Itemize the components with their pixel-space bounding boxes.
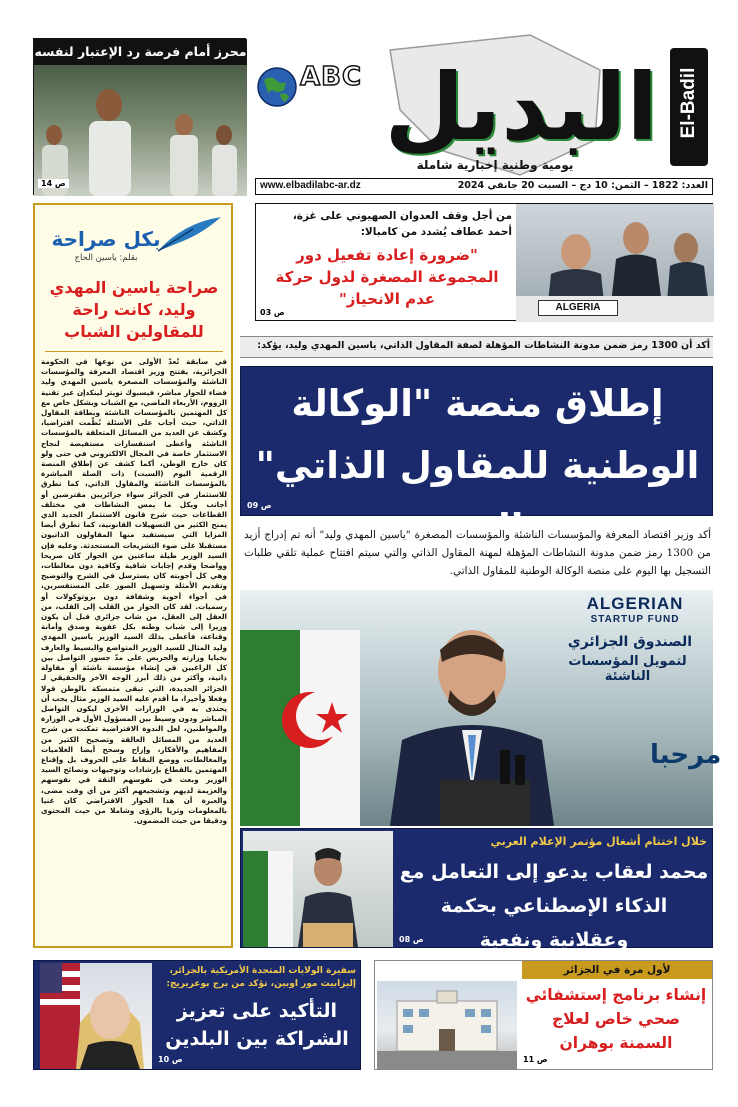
lagab-page-ref: ص 08 bbox=[399, 935, 424, 944]
usa-headline: التأكيد على تعزيز الشراكة بين البلدين bbox=[165, 1000, 349, 1050]
lagab-photo bbox=[243, 831, 393, 947]
sport-photo bbox=[34, 65, 247, 196]
lead-body: أكد وزير اقتصاد المعرفة والمؤسسات الناشئة والمؤسسات المصغرة "ياسين المهدي وليد" أنه تم إدراج أزيد من 1300 رمز ضمن مدونة النشاطات المؤهلة لمهنة المقاول الذاتي والتي سيتم افتتاح عملية تلقي طلبات التسجيل بها اليوم على منصة الوكالة الوطنية للمقاول الذاتي. bbox=[244, 529, 711, 577]
column-body: في سابقة تُعدّ الأولى من نوعها في الحكومة الجزائرية، يفتتح وزير اقتصاد المعرفة والمؤسسات الناشئة والمؤسسات المصغرة ياسين المهدي وليد فضاء للحوار مباشر، فيسبوك تويتر لينكدإن عبر تقنية الزووم، الأربعاء الماضي، مع الشباب وبشكل خاص مع كل المهتمين بالمؤسسات الناشئة وبطاقة المقاول الذاتي، حيث أجاب على الأسئلة نُظّمت افتراضيا، وكشف عن العديد من المسائل المتعلقة بالمؤسسات الناشئة وأعطى استفسارات مستفيضة لنجاح الاستثمار خاصة في المجال الالكتروني في حتى ولو كان خارج الوطن، أكما كشف عن إطلاق المنصة الرقمية اليوم (السبت) ذات الصلة المباشرة بالمؤسسات الناشئة والمقاول الذاتي، كما تطرق للاستثمار في الجزائر سواء جزائريين مقترضين أو أجانب ويكل ما يمس النشاطات في مختلف القطاعات حيث شرح قانون الاستثمار الجديد الذي يمنح الكثير من التسهيلات القانونية، كما تطرق أيضا المزايا التي سيستفيد منها المقاولون الذاتيون مستقبلا على ضوء التشريعات المستحدثة. وعليه فإن السيد الوزير طيلة ساعتين من الحوار كان صريحا وواضحا وقدم إجابات شافية وكافية دون مغالطات، وهي كل أجوبته كان يسترسل في الشرح والتوضيح وتقديم الأمثلة وتسهيل الصور على المستفسرين، في أجواء أخوية وشفافة دون بروتوكولات أو رسميات. لقد كان الحوار من القلب إلى القلب، من العقل إلى العقل، من شاب جزائري قبل أن يكون وزيرا إلى شباب وطنه بكل عفوية وصدق وأمانة وقناعة، فأعطى بذلك السيد الوزير ياسين المهدي وليد المثال للسيد الوزير المتواضع والبسيط والعارف بخبايا وزارته والحريص على مدّ جسور التواصل بين كل الراغبين في إنشاء مؤسسة ناشئة أو مقاولة ذاتية، وأكثر من ذلك أبرز الوجه الآخر والحقيقي لـ الجزائر الجديدة، التي تبقى متمسكة بالوطن قولا وفعلا وأخيرا، ما أقدم عليه السيد الوزير مثال يجب أن يحتذى به في الوزارات الأخرى ليكون التواصل المباشر ودون وسيط بين المسؤول الأول في الوزارة والمواطنين، لعل الندوة الافتراضية تمكنت من شرح العديد من المسائل العالقة وتصحيح الكثير من المفاهيم والأفكار، وإزاح وسحح أيضا الغلاميات والمغالطات، ووضع النقاط على الحروف بل وإقناع المهتمين بالقطاع بإرشادات وتوجيهات ونصائح السيد الوزير وبعث في نفوسهم الثقة في نفوسهم والعزيمة لديهم وتشجيعهم أكثر من أي وقت مضى، والعبرة أن هذا الحوار الافتراضي كان غنيا بالمعلومات وثريا بالرؤى وشاملا من حيث المحتوى ودقيقا من حيث المضمون. bbox=[41, 357, 227, 826]
gaza-quote: "ضرورة إعادة تفعيل دور المجموعة المصغرة لدول حركة عدم الانحياز" bbox=[275, 246, 499, 308]
sport-page-ref: ص 14 bbox=[38, 179, 69, 188]
banner-ar-1: الصندوق الجزائري bbox=[567, 634, 693, 650]
attaf-photo bbox=[516, 204, 714, 322]
masthead-tagline: يومية وطنية إخبارية شاملة bbox=[416, 158, 574, 172]
sport-box bbox=[33, 38, 246, 195]
usa-box bbox=[33, 960, 361, 1070]
lead-headline: إطلاق منصة "الوكالة الوطنية للمقاول الذاتي" اليوم bbox=[255, 382, 700, 549]
issue-line: العدد: 1822 – الثمن: 10 دج – السبت 20 جانفي 2024 bbox=[457, 180, 708, 191]
banner-en-1: ALGERIAN bbox=[586, 594, 684, 613]
nameplate: ALGERIA bbox=[538, 300, 618, 316]
usa-kicker: سفيرة الولايات المتحدة الأمريكية بالجزائر، إليزابيث مور اوبين، تؤكد من برج بوعريريج: bbox=[166, 966, 356, 989]
issue-bar bbox=[255, 178, 713, 195]
gaza-kicker: من أجل وقف العدوان الصهيوني على غزة، bbox=[292, 210, 512, 222]
hospital-photo bbox=[377, 981, 517, 1069]
column-box bbox=[33, 203, 233, 948]
usa-page-ref: ص 10 bbox=[158, 1055, 183, 1064]
lead-kicker: أكد أن 1300 رمز ضمن مدونة النشاطات المؤهلة لصفة المقاول الذاتي، ياسين المهدي وليد، يؤكد: bbox=[257, 340, 710, 351]
masthead bbox=[250, 30, 712, 180]
brand-abc: ABC bbox=[300, 62, 363, 92]
lagab-headline: محمد لعقاب يدعو إلى التعامل مع الذكاء الإصطناعي بحكمة وعقلانية ونفعية bbox=[399, 861, 709, 951]
column-author: بقلم: ياسين الحاج bbox=[74, 253, 138, 263]
lead-kicker-bar bbox=[240, 336, 713, 358]
masthead-latin-name: El-Badil bbox=[678, 67, 699, 139]
hospital-headline: إنشاء برنامج إستشفائي صحي خاص لعلاج السمنة بوهران bbox=[525, 986, 707, 1052]
ambassador-photo bbox=[40, 963, 152, 1069]
hospital-kicker: لأول مرة في الجزائر bbox=[522, 961, 712, 979]
website-link[interactable]: www.elbadilabc-ar.dz bbox=[260, 180, 361, 191]
feather-pen-icon bbox=[153, 213, 223, 253]
minister-photo bbox=[240, 590, 722, 826]
column-divider bbox=[45, 351, 223, 352]
column-logo: بكل صراحة bbox=[51, 227, 161, 251]
masthead-title: البديل bbox=[384, 54, 658, 161]
gaza-byline: أحمد عطاف يُشدد من كامبالا: bbox=[360, 226, 512, 238]
gaza-page-ref: ص 03 bbox=[260, 308, 285, 317]
banner-ar-2: لتمويل المؤسسات الناشئة bbox=[568, 654, 687, 684]
lagab-kicker: خلال اختتام أشغال مؤتمر الإعلام العربي bbox=[490, 835, 707, 848]
lead-headline-box bbox=[240, 366, 713, 549]
column-headline: صراحة ياسين المهدي وليد، كانت راحة للمقاولين الشباب bbox=[49, 278, 219, 341]
sport-headline: محرز أمام فرصة رد الإعتبار لنفسه bbox=[34, 39, 247, 65]
welcome-text: مرحبا bbox=[650, 740, 722, 770]
lead-page-ref: ص 09 bbox=[247, 501, 272, 510]
banner-en-2: STARTUP FUND bbox=[590, 614, 680, 625]
gaza-box bbox=[255, 203, 713, 321]
lagab-box bbox=[240, 828, 713, 951]
hospital-page-ref: ص 11 bbox=[523, 1055, 548, 1064]
hospital-box bbox=[374, 960, 713, 1070]
